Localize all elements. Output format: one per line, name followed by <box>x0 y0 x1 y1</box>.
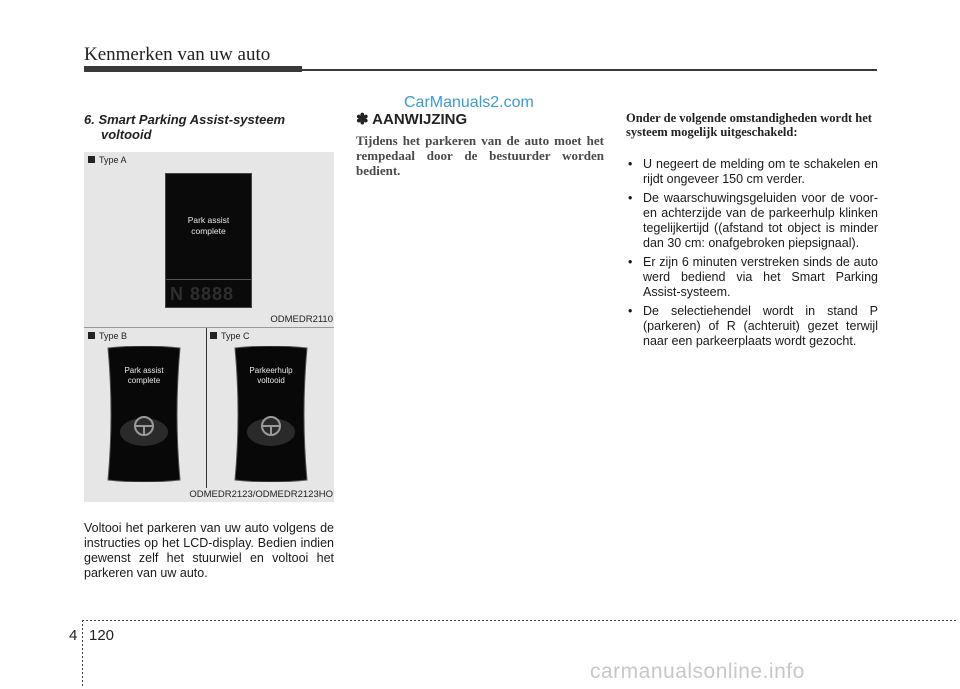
figure-code-top: ODMEDR2110 <box>270 314 333 325</box>
figure-panel <box>84 152 334 502</box>
lcd-screen-type-b <box>102 346 186 482</box>
lcd-screen-type-b-text: Park assist complete <box>124 366 164 385</box>
list-item: • De selectiehendel wordt in stand P (parkeren) of R (achteruit) gezet terwijl naar een parkeerplaats wordt gezocht. <box>626 304 878 349</box>
type-c-label: Type C <box>210 331 250 341</box>
section-title-line2: voltooid <box>101 127 152 142</box>
watermark-carmanuals2: CarManuals2.com <box>404 94 534 111</box>
type-b-label: Type B <box>88 331 127 341</box>
lcd-screen-type-a-text: Park assist complete <box>187 215 230 236</box>
figure-divider <box>84 327 334 328</box>
page-number: 120 <box>89 627 115 644</box>
lcd-screen-type-c-text: Parkeerhulp voltooid <box>249 366 293 385</box>
header-bar <box>84 66 302 72</box>
type-a-label: Type A <box>88 155 127 165</box>
footer-rule <box>82 620 958 621</box>
square-bullet-icon <box>210 332 217 339</box>
footer-rule-vertical <box>82 620 83 688</box>
lcd-divider <box>166 279 251 280</box>
page-header-title: Kenmerken van uw auto <box>84 44 271 65</box>
figure-code-bottom: ODMEDR2123/ODMEDR2123HO <box>189 489 333 500</box>
lcd-screen-type-c <box>229 346 313 482</box>
list-item: • Er zijn 6 minuten verstreken sinds de auto werd bediend via het Smart Parking Assist-systeem. <box>626 255 878 300</box>
header-rule <box>302 69 877 71</box>
list-item: • De waarschuwingsgeluiden voor de voor- en achterzijde van de parkeerhulp klinken tegelijkertijd ((afstand tot object is minder dan 30 cm: onafgebroken piepsignaal). <box>626 191 878 251</box>
conditions-title: Onder de volgende omstandigheden wordt het systeem mogelijk uitgeschakeld: <box>626 111 872 139</box>
square-bullet-icon <box>88 156 95 163</box>
body-paragraph: Voltooi het parkeren van uw auto volgens de instructies op het LCD-display. Bedien indien gewenst zelf het stuurwiel en voltooi het parkeren van uw auto. <box>84 521 334 580</box>
watermark-carmanualsonline: carmanualsonline.info <box>590 660 805 683</box>
note-title: ✽ AANWIJZING <box>356 111 468 128</box>
conditions-list <box>626 157 878 353</box>
chapter-number: 4 <box>69 627 78 644</box>
square-bullet-icon <box>88 332 95 339</box>
lcd-segment-digits: N 8888 <box>170 284 235 304</box>
lcd-screen-type-a <box>165 173 252 308</box>
section-title <box>84 112 334 142</box>
figure-divider-vertical <box>206 328 207 488</box>
section-title-line1: 6. Smart Parking Assist-systeem <box>84 112 286 127</box>
list-item: • U negeert de melding om te schakelen en rijdt ongeveer 150 cm verder. <box>626 157 878 187</box>
note-body: Tijdens het parkeren van de auto moet het rempedaal door de bestuurder worden bedient. <box>356 133 604 178</box>
